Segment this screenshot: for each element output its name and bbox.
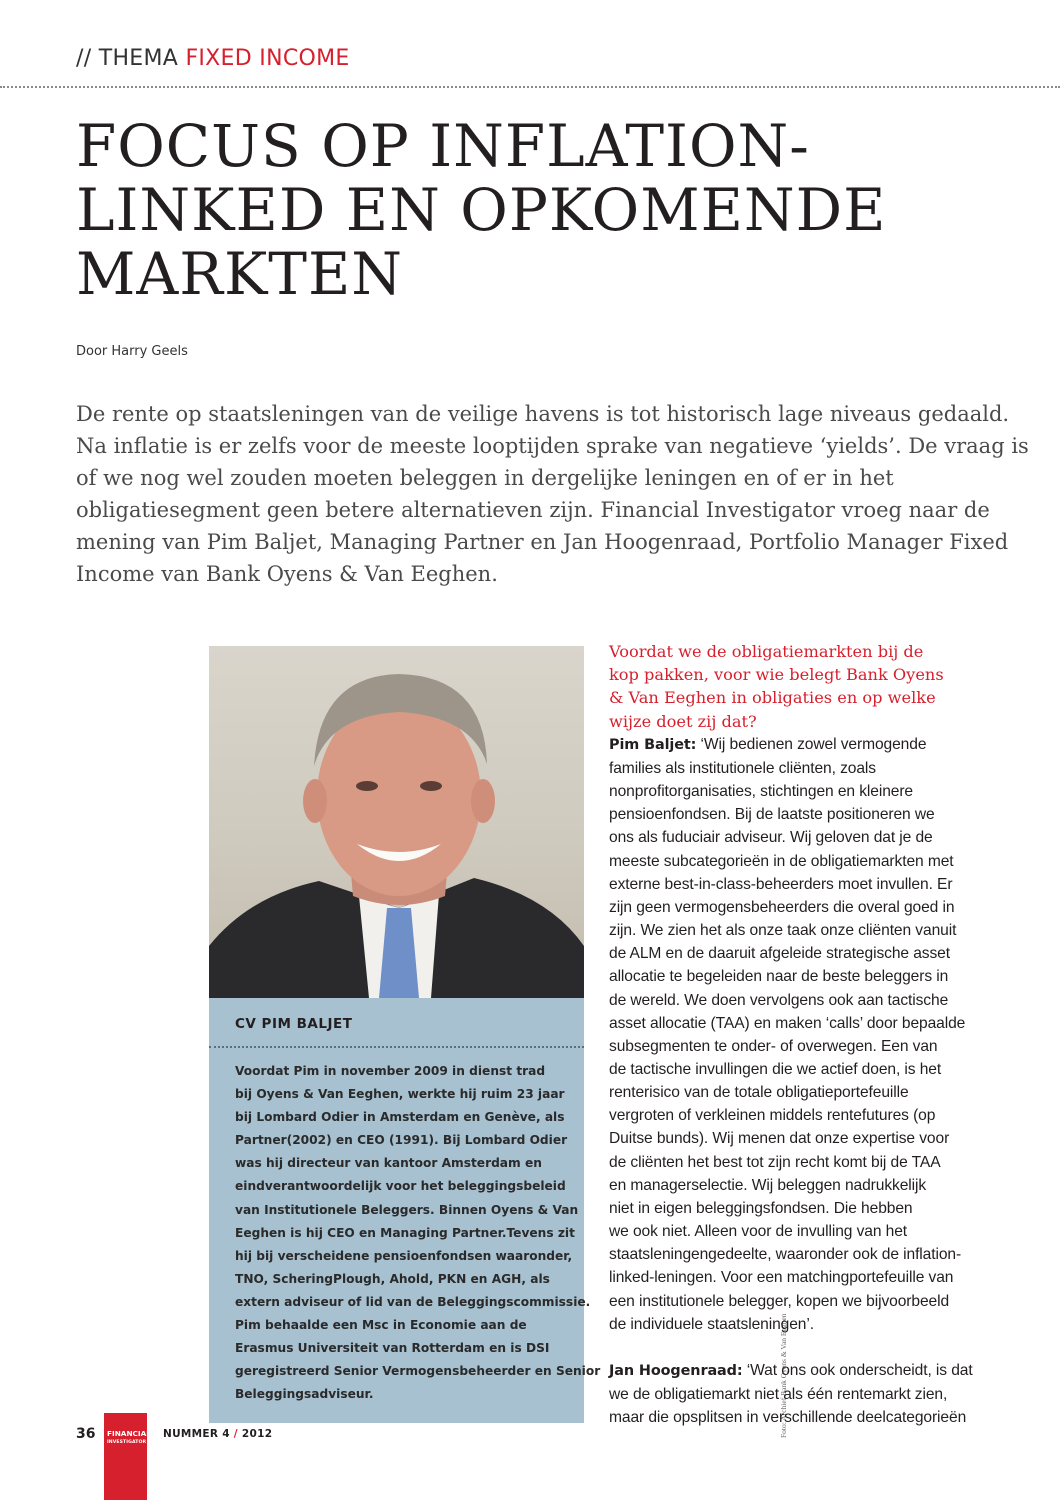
cv-text xyxy=(235,1060,601,1406)
issue-label xyxy=(163,1428,272,1440)
answer-jan-hoogenraad xyxy=(609,1359,1009,1429)
article-title xyxy=(76,114,1016,306)
question-line: kop pakken, voor wie belegt Bank Oyens xyxy=(609,665,944,685)
cv-line: van Institutionele Beleggers. Binnen Oyens & Van xyxy=(235,1202,579,1217)
cv-title: CV PIM BALJET xyxy=(235,1016,353,1032)
header-divider xyxy=(0,86,1060,88)
answer-line: de tactische invullingen die we actief doen, is het xyxy=(609,1061,942,1078)
answer-line: zijn geen vermogensbeheerders die overal goed in xyxy=(609,898,955,916)
answer-line: Duitse bunds). Wij menen dat onze expertise voor xyxy=(609,1130,950,1148)
photo-credit: Foto: Archief Bank Oyens & Van Eeghen xyxy=(779,1313,788,1438)
answer-line: subsegmenten te onder- of overwegen. Een van xyxy=(609,1037,938,1055)
answer-first-line: ‘Wij bedienen zowel vermogende xyxy=(696,735,927,753)
issue-prefix: NUMMER 4 xyxy=(163,1428,234,1440)
answer-line: ons als fuduciair adviseur. Wij geloven dat je de xyxy=(609,829,933,847)
answer-line: nonprofitorganisaties, stichtingen en kleinere xyxy=(609,783,914,801)
cv-line: Pim behaalde een Msc in Economie aan de xyxy=(235,1318,527,1333)
speaker-name: Pim Baljet: xyxy=(609,736,697,753)
answer-line: asset allocatie (TAA) en maken ‘calls’ door bepaalde xyxy=(609,1014,966,1032)
answer-line: maar die opsplitsen in verschillende deelcategorieën xyxy=(609,1409,967,1427)
title-line: LINKED EN OPKOMENDE xyxy=(76,176,887,244)
issue-year: 2012 xyxy=(237,1428,273,1440)
answer-line xyxy=(609,733,1009,757)
answer-line: linked-leningen. Voor een matchingportefeuille van xyxy=(609,1269,954,1287)
section-kicker xyxy=(76,46,350,71)
financial-investigator-logo xyxy=(104,1413,151,1500)
cv-sidebar xyxy=(209,998,601,1423)
answer-line: families als institutionele cliënten, zoals xyxy=(609,759,876,777)
cv-line: TNO, ScheringPlough, Ahold, PKN en AGH, als xyxy=(235,1271,550,1286)
logo-line-1: FINANCIAL xyxy=(107,1429,151,1438)
cv-line: Erasmus Universiteit van Rotterdam en is DSI xyxy=(235,1341,550,1356)
answer-line: allocatie te begeleiden naar de beste beleggers in xyxy=(609,968,949,986)
title-line: MARKTEN xyxy=(76,240,404,308)
kicker-prefix: // THEMA xyxy=(76,46,186,71)
interview-question xyxy=(609,640,1009,733)
answer-line: renterisico van de totale obligatieportefeuille xyxy=(609,1084,909,1102)
cv-line: Beleggingsadviseur. xyxy=(235,1387,374,1402)
answer-line: pensioenfondsen. Bij de laatste positioneren we xyxy=(609,806,935,824)
answer-line: vergroten of verkleinen middels rentefutures (op xyxy=(609,1107,936,1125)
portrait-illustration xyxy=(209,646,584,998)
cv-line: Eeghen is hij CEO en Managing Partner.Tevens zit xyxy=(235,1225,575,1240)
cv-line: bij Oyens & Van Eeghen, werkte hij ruim 23 jaar xyxy=(235,1087,565,1102)
answer-line: staatsleningengedeelte, waaronder ook de inflation- xyxy=(609,1246,962,1264)
interview-column xyxy=(609,640,1009,1429)
answer-line: niet in eigen beleggingsfondsen. Die hebben xyxy=(609,1199,913,1217)
question-line: & Van Eeghen in obligaties en op welke xyxy=(609,688,936,708)
kicker-accent: FIXED INCOME xyxy=(185,46,350,71)
page-number: 36 xyxy=(76,1426,96,1442)
answer-line: zijn. We zien het als onze taak onze cliënten vanuit xyxy=(609,922,957,940)
issue-slash: / xyxy=(233,1428,238,1440)
cv-line: Partner(2002) en CEO (1991). Bij Lombard Odier xyxy=(235,1133,568,1148)
answer-line: we ook niet. Alleen voor de invulling van het xyxy=(609,1223,908,1241)
answer-pim-baljet xyxy=(609,733,1009,1336)
answer-line: de cliënten het best tot zijn recht komt bij de TAA xyxy=(609,1153,941,1171)
cv-line: hij bij verscheidene pensioenfondsen waaronder, xyxy=(235,1248,573,1263)
cv-line: Voordat Pim in november 2009 in dienst trad xyxy=(235,1064,546,1078)
answer-line xyxy=(609,1359,1009,1383)
cv-line: was hij directeur van kantoor Amsterdam en xyxy=(235,1156,542,1171)
answer-line: de wereld. We doen vervolgens ook aan tactische xyxy=(609,991,949,1009)
question-line: Voordat we de obligatiemarkten bij de xyxy=(609,642,924,661)
cv-line: extern adviseur of lid van de Beleggingscommissie. xyxy=(235,1294,591,1309)
logo-line-2: INVESTIGATOR xyxy=(107,1440,147,1445)
cv-divider xyxy=(209,1046,584,1048)
answer-line: een institutionele belegger, kopen we bijvoorbeeld xyxy=(609,1292,950,1310)
answer-line: meeste subcategorieën in de obligatiemarkten met xyxy=(609,852,954,870)
answer-line: externe best-in-class-beheerders moet invullen. Er xyxy=(609,875,953,893)
article-intro: De rente op staatsleningen van de veilige havens is tot historisch lage niveaus gedaald. Na inflatie is er zelfs voor de meeste looptijden sprake van negatieve ‘yields’. De vraag is of we nog wel zouden moeten beleggen in dergelijke leningen en of er in het obligatiesegment geen betere alternatieven zijn. Financial Investigator vroeg naar de mening van Pim Baljet, Managing Partner en Jan Hoogenraad, Portfolio Manager Fixed Income van Bank Oyens & Van Eeghen. xyxy=(76,402,1029,586)
answer-line: en managerselectie. Wij beleggen nadrukkelijk xyxy=(609,1176,927,1194)
answer-line: de individuele staatsleningen’. xyxy=(609,1315,814,1333)
question-line: wijze doet zij dat? xyxy=(609,711,757,731)
cv-line: bij Lombard Odier in Amsterdam en Genève, als xyxy=(235,1110,565,1125)
cv-line: eindverantwoordelijk voor het beleggingsbeleid xyxy=(235,1179,566,1194)
title-line: FOCUS OP INFLATION- xyxy=(76,112,810,180)
answer-first-line: ‘Wat ons ook onderscheidt, is dat xyxy=(742,1361,973,1379)
answer-line: we de obligatiemarkt niet als één rentemarkt zien, xyxy=(609,1386,948,1404)
cv-line: geregistreerd Senior Vermogensbeheerder en Senior xyxy=(235,1364,601,1379)
speaker-name: Jan Hoogenraad: xyxy=(609,1362,743,1379)
byline: Door Harry Geels xyxy=(76,344,188,359)
answer-line: de ALM en de daaruit afgeleide strategische asset xyxy=(609,945,950,963)
